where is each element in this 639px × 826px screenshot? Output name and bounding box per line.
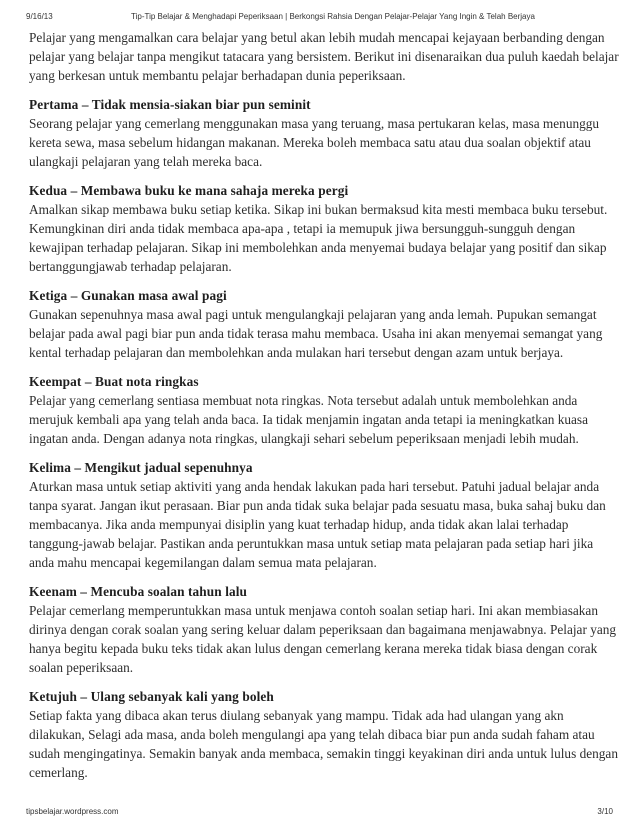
article-body — [29, 28, 619, 782]
section-ketujuh — [29, 687, 619, 782]
section-body: Aturkan masa untuk setiap aktiviti yang anda hendak lakukan pada hari tersebut. Patuhi jadual belajar anda tanpa syarat. Jangan ikut perasaan. Biar pun anda tidak suka belajar pada sesuatu masa, buka sahaj buku dan membacanya. Jika anda mempunyai disiplin yang kuat terhadap hidup, anda tidak akan lalai terhadap tanggung-jawab belajar. Pastikan anda peruntukkan masa untuk setiap mata pelajaran pada setiap hari jika anda mahu mencapai kegemilangan dalam semua mata pelajaran. — [29, 479, 606, 570]
section-keempat — [29, 372, 619, 448]
section-body: Pelajar cemerlang memperuntukkan masa untuk menjawa contoh soalan setiap hari. Ini akan membiasakan dirinya dengan corak soalan yang sering keluar dalam peperiksaan dan bagaimana menjawabnya. Pelajar yang hanya begitu kepada buku teks tidak akan lulus dengan cemerlang kerana mereka tidak biasa dengan corak soalan peperiksaan. — [29, 603, 617, 675]
section-body: Gunakan sepenuhnya masa awal pagi untuk mengulangkaji pelajaran yang anda lemah. Pupukan semangat belajar pada awal pagi biar pun anda tidak terasa mahu membaca. Usaha ini akan menyemai semangat yang kental terhadap pelajaran dan membolehkan anda mulakan hari tersebut dengan azam untuk berjaya. — [29, 307, 603, 360]
intro-paragraph: Pelajar yang mengamalkan cara belajar yang betul akan lebih mudah mencapai kejayaan berbanding dengan pelajar yang belajar tanpa mengikut tatacara yang bersistem. Berikut ini disenaraikan dua puluh kaedah belajar yang berkesan untuk membantu pelajar berhadapan dunia peperiksaan. — [29, 30, 619, 83]
section-heading: Ketujuh – Ulang sebanyak kali yang boleh — [29, 689, 274, 704]
section-heading: Ketiga – Gunakan masa awal pagi — [29, 288, 227, 303]
section-body: Pelajar yang cemerlang sentiasa membuat nota ringkas. Nota tersebut adalah untuk membolehkan anda merujuk kembali apa yang telah anda baca. Ia tidak menjamin ingatan anda tetapi ia meningkatkan kuasa ingatan anda. Dengan adanya nota ringkas, ulangkaji sehari sebelum peperiksaan menjadi lebih mudah. — [29, 393, 588, 446]
section-heading: Keempat – Buat nota ringkas — [29, 374, 199, 389]
section-pertama — [29, 95, 619, 171]
section-heading: Kelima – Mengikut jadual sepenuhnya — [29, 460, 253, 475]
page-title: Tip-Tip Belajar & Menghadapi Peperiksaan | Berkongsi Rahsia Dengan Pelajar-Pelajar Yang Ingin & Telah Berjaya — [131, 12, 535, 21]
section-keenam — [29, 582, 619, 677]
section-heading: Kedua – Membawa buku ke mana sahaja mereka pergi — [29, 183, 349, 198]
site-url: tipsbelajar.wordpress.com — [26, 807, 119, 816]
section-body: Seorang pelajar yang cemerlang menggunakan masa yang teruang, masa pertukaran kelas, masa menunggu kereta sewa, masa sebelum hidangan makanan. Mereka boleh membaca satu atau dua soalan objektif atau ulangkaji pelajaran yang telah mereka baca. — [29, 116, 600, 169]
section-kedua — [29, 181, 619, 276]
section-heading: Keenam – Mencuba soalan tahun lalu — [29, 584, 248, 599]
section-kelima — [29, 458, 619, 572]
section-heading: Pertama – Tidak mensia-siakan biar pun seminit — [29, 97, 311, 112]
page-header — [26, 4, 613, 21]
page-number: 3/10 — [597, 807, 613, 816]
section-ketiga — [29, 286, 619, 362]
section-body: Setiap fakta yang dibaca akan terus diulang sebanyak yang mampu. Tidak ada had ulangan yang akn dilakukan, Selagi ada masa, anda boleh mengulangi apa yang telah dibaca biar pun anda sudah faham atau sudah mengingatinya. Semakin banyak anda membaca, semakin tinggi keyakinan diri anda untuk lulus dengan cemerlang. — [29, 708, 618, 780]
section-body: Amalkan sikap membawa buku setiap ketika. Sikap ini bukan bermaksud kita mesti membaca buku tersebut. Kemungkinan diri anda tidak membaca apa-apa , tetapi ia memupuk jiwa bersungguh-sungguh dengan kewajipan terhadap pelajaran. Sikap ini membolehkan anda menyemai budaya belajar yang positif dan sikap bertanggungjawab terhadap pelajaran. — [29, 202, 608, 274]
print-date: 9/16/13 — [26, 12, 53, 21]
page-footer — [26, 804, 613, 816]
